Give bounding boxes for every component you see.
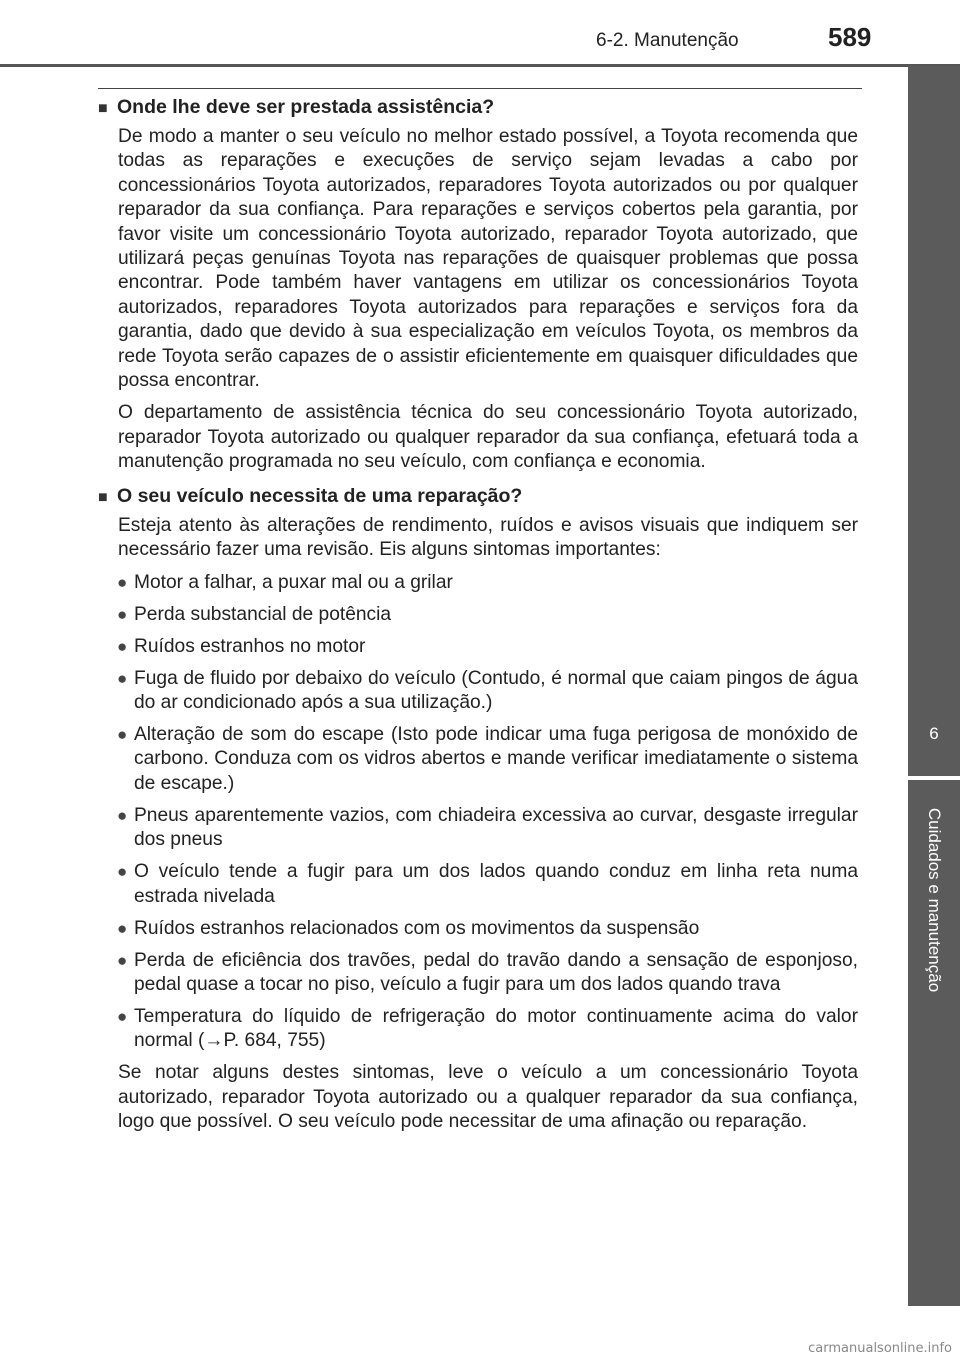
chapter-number: 6: [908, 692, 960, 776]
list-item: ● Ruídos estranhos relacionados com os movimentos da suspensão: [118, 917, 858, 941]
bullet-icon: ●: [117, 950, 128, 970]
paragraph: De modo a manter o seu veículo no melhor estado possível, a Toyota recomenda que todas as reparações e execuções de serviço sejam levadas a cabo por concessionários Toyota autorizados, reparadores Toyota autorizados ou por qualquer reparador da sua confiança. Para reparações e serviços cobertos pela garantia, por favor visite um concessionário Toyota autorizado, reparador Toyota autorizado, que utilizará peças genuínas Toyota nas reparações de quaisquer problemas que possa encontrar. Pode também haver vantagens em utilizar os concessionários Toyota autorizados, reparadores Toyota autorizados para reparações e serviços fora da garantia, dado que devido à sua especialização em veículos Toyota, os membros da rede Toyota serão capazes de o assistir eficientemente em quaisquer dificuldades que possa encontrar.: [118, 126, 858, 392]
list-item: ● Perda substancial de potência: [118, 603, 858, 627]
bullet-icon: ●: [117, 1006, 128, 1026]
bullet-icon: ●: [117, 918, 128, 938]
list-item: ● Alteração de som do escape (Isto pode indicar uma fuga perigosa de monóxido de carbono. Conduza com os vidros abertos e mande verificar imediatamente o sistema de escape.): [117, 723, 858, 794]
closing-paragraph: Se notar alguns destes sintomas, leve o veículo a um concessionário Toyota autorizado, reparador Toyota autorizado ou a qualquer reparador da sua confiança, logo que possível. O seu veículo pode necessitar de uma afinação ou reparação.: [118, 1062, 858, 1133]
chapter-side-tab: [908, 66, 960, 1306]
list-item: ● Motor a falhar, a puxar mal ou a grilar: [118, 571, 858, 595]
list-item: ● Fuga de fluido por debaixo do veículo (Contudo, é normal que caiam pingos de água do ar condicionado após a sua utilização.): [117, 667, 858, 713]
square-bullet-icon: ■: [98, 100, 108, 117]
list-item: ● Ruídos estranhos no motor: [118, 635, 858, 659]
list-item: ● Perda de eficiência dos travões, pedal do travão dando a sensação de esponjoso, pedal quase a tocar no piso, veículo a fugir para um dos lados quando trava: [117, 949, 858, 995]
page-number: 589: [828, 22, 872, 52]
paragraph: O departamento de assistência técnica do seu concessionário Toyota autorizado, reparador Toyota autorizado ou qualquer reparador da sua confiança, efetuará toda a manutenção programada no seu veículo, com confiança e economia.: [118, 402, 858, 473]
watermark: carmanualsonline.info: [808, 1341, 952, 1356]
header-rule: [0, 64, 960, 67]
bullet-icon: ●: [117, 862, 128, 882]
header-thin-rule: [98, 88, 862, 89]
symptom-list: [118, 571, 858, 1054]
section-heading: [98, 483, 858, 511]
bullet-icon: ●: [117, 636, 128, 656]
section-title: 6-2. Manutenção: [596, 30, 739, 51]
heading-text: Onde lhe deve ser prestada assistência?: [117, 96, 495, 118]
list-item: ● Pneus aparentemente vazios, com chiadeira excessiva ao curvar, desgaste irregular dos pneus: [117, 804, 858, 851]
bullet-icon: ●: [117, 604, 128, 624]
bullet-icon: ●: [117, 668, 128, 688]
bullet-icon: ●: [117, 805, 128, 825]
list-item: ● O veículo tende a fugir para um dos lados quando conduz em linha reta numa estrada nivelada: [117, 861, 858, 907]
page-content: [98, 94, 858, 1143]
list-item: ● Temperatura do líquido de refrigeração do motor continuamente acima do valor normal (→P. 684, 755): [117, 1005, 858, 1052]
bullet-icon: ●: [117, 724, 128, 744]
square-bullet-icon: ■: [98, 488, 108, 506]
heading-text: O seu veículo necessita de uma reparação?: [117, 484, 523, 507]
bullet-icon: ●: [117, 572, 128, 592]
chapter-title: Cuidados e manutenção: [925, 807, 944, 993]
section-heading: [98, 94, 858, 122]
paragraph: Esteja atento às alterações de rendimento, ruídos e avisos visuais que indiquem ser necessário fazer uma revisão. Eis alguns sintomas importantes:: [118, 514, 858, 561]
